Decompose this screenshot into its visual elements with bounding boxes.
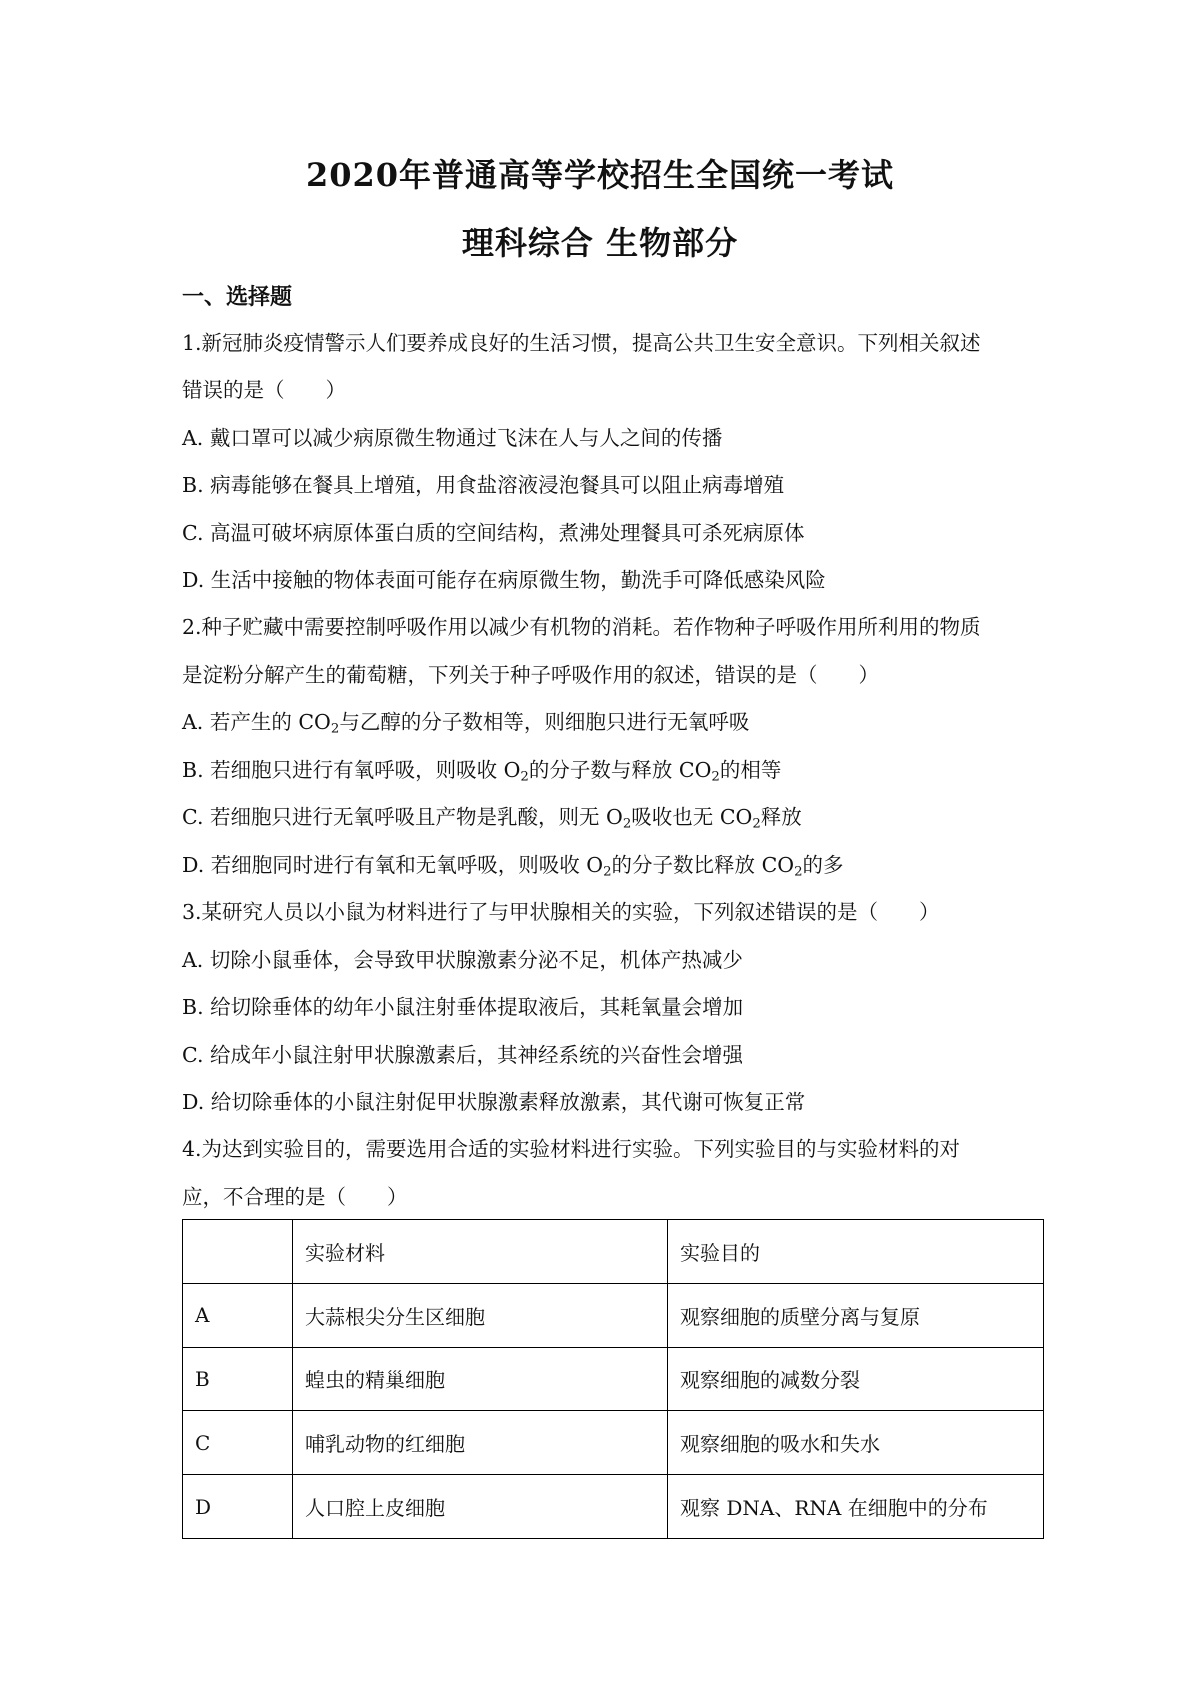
q2-option-c: C. 若细胞只进行无氧呼吸且产物是乳酸，则无 $O_2$吸收也无 $CO_2$释放 <box>182 805 802 832</box>
table-cell: D <box>183 1475 293 1539</box>
q3-option-b: B. 给切除垂体的幼年小鼠注射垂体提取液后，其耗氧量会增加 <box>182 995 744 1019</box>
q3-option-a: A. 切除小鼠垂体，会导致甲状腺激素分泌不足，机体产热减少 <box>182 948 743 972</box>
table-cell: C <box>183 1411 293 1475</box>
q1-option-a: A. 戴口罩可以减少病原微生物通过飞沫在人与人之间的传播 <box>182 426 723 450</box>
table-row <box>183 1347 1044 1411</box>
q2-option-b: B. 若细胞只进行有氧呼吸，则吸收 $O_2$的分子数与释放 $CO_2$的相等 <box>182 758 782 785</box>
q3-stem: 3.某研究人员以小鼠为材料进行了与甲状腺相关的实验，下列叙述错误的是（ ） <box>182 900 940 924</box>
q1-option-b: B. 病毒能够在餐具上增殖，用食盐溶液浸泡餐具可以阻止病毒增殖 <box>182 473 785 497</box>
q3-option-c: C. 给成年小鼠注射甲状腺激素后，其神经系统的兴奋性会增强 <box>182 1043 743 1067</box>
table-header-cell: 实验材料 <box>293 1220 668 1284</box>
table-cell: 大蒜根尖分生区细胞 <box>293 1283 668 1347</box>
table-cell: B <box>183 1347 293 1411</box>
table-cell: 观察细胞的减数分裂 <box>668 1347 1044 1411</box>
table-row <box>183 1475 1044 1539</box>
table-row <box>183 1283 1044 1347</box>
q1-stem-line1: 1.新冠肺炎疫情警示人们要养成良好的生活习惯，提高公共卫生安全意识。下列相关叙述 <box>182 331 981 355</box>
exam-subtitle: 理科综合 生物部分 <box>461 224 739 262</box>
table-cell: 观察细胞的吸水和失水 <box>668 1411 1044 1475</box>
section-heading: 一、选择题 <box>182 284 293 310</box>
q4-stem-line1: 4.为达到实验目的，需要选用合适的实验材料进行实验。下列实验目的与实验材料的对 <box>182 1137 961 1161</box>
table-cell: 蝗虫的精巢细胞 <box>293 1347 668 1411</box>
table-cell: A <box>183 1283 293 1347</box>
table-cell: 观察细胞的质壁分离与复原 <box>668 1283 1044 1347</box>
table-cell: 人口腔上皮细胞 <box>293 1475 668 1539</box>
table-header-cell <box>183 1220 293 1284</box>
table-row <box>183 1411 1044 1475</box>
q4-table <box>182 1219 1044 1539</box>
table-cell: 哺乳动物的红细胞 <box>293 1411 668 1475</box>
table-header-row <box>183 1220 1044 1284</box>
exam-title: 2020年普通高等学校招生全国统一考试 <box>305 156 895 194</box>
q2-stem-line1: 2.种子贮藏中需要控制呼吸作用以减少有机物的消耗。若作物种子呼吸作用所利用的物质 <box>182 615 981 639</box>
q2-stem-line2: 是淀粉分解产生的葡萄糖，下列关于种子呼吸作用的叙述，错误的是（ ） <box>182 663 879 687</box>
q1-option-c: C. 高温可破坏病原体蛋白质的空间结构，煮沸处理餐具可杀死病原体 <box>182 521 805 545</box>
q1-stem-line2: 错误的是（ ） <box>182 378 346 402</box>
q2-option-d: D. 若细胞同时进行有氧和无氧呼吸，则吸收 $O_2$的分子数比释放 $CO_2$的多 <box>182 853 844 880</box>
q1-option-d: D. 生活中接触的物体表面可能存在病原微生物，勤洗手可降低感染风险 <box>182 568 826 592</box>
q2-option-a: A. 若产生的 $CO_2$与乙醇的分子数相等，则细胞只进行无氧呼吸 <box>182 710 750 737</box>
table-header-cell: 实验目的 <box>668 1220 1044 1284</box>
q4-stem-line2: 应，不合理的是（ ） <box>182 1185 408 1209</box>
table-cell: 观察 DNA、RNA 在细胞中的分布 <box>668 1475 1044 1539</box>
q3-option-d: D. 给切除垂体的小鼠注射促甲状腺激素释放激素，其代谢可恢复正常 <box>182 1090 806 1114</box>
